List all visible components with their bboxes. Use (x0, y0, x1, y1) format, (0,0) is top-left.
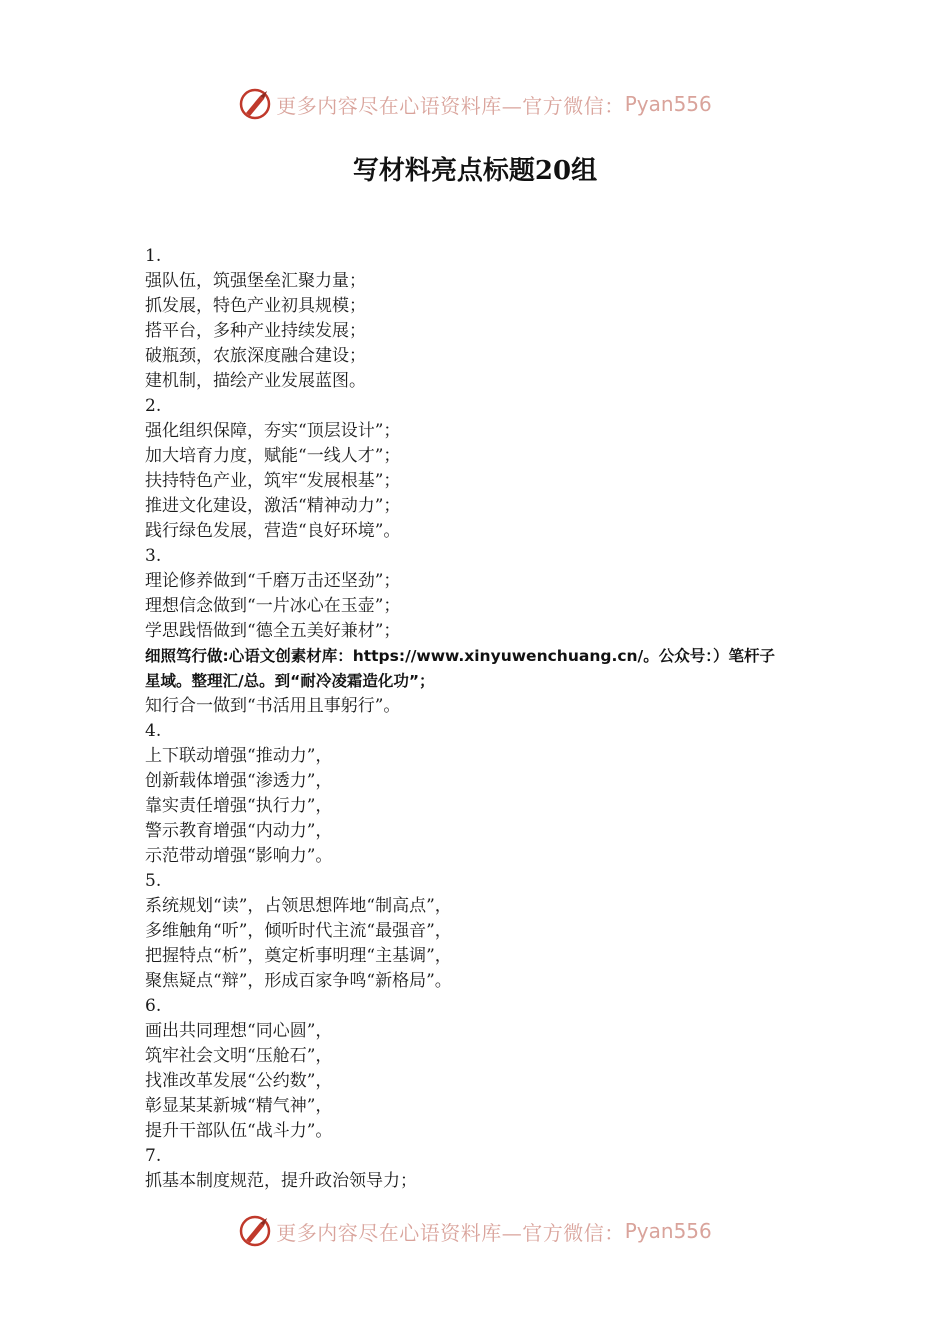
text-line: 扶持特色产业，筑牢“发展根基”； (145, 471, 401, 491)
document-body (145, 244, 825, 1194)
watermark-text: 更多内容尽在心语资料库—官方微信： (276, 1220, 625, 1245)
promo-line-1: 细照笃行做:心语文创素材库：https://www.xinyuwenchuang.cn/。公众号：）笔杆子 (145, 647, 775, 665)
text-line: 抓发展，特色产业初具规模； (145, 296, 366, 316)
text-line: 筑牢社会文明“压舱石”， (145, 1046, 333, 1066)
text-line: 知行合一做到“书活用且事躬行”。 (145, 696, 401, 716)
promo-line-2: 星域。整理汇/总。到“耐冷凌霜造化功”； (145, 672, 435, 690)
text-line: 多维触角“听”，倾听时代主流“最强音”， (145, 921, 452, 941)
text-line: 搭平台，多种产业持续发展； (145, 321, 366, 341)
text-line: 践行绿色发展，营造“良好环境”。 (145, 521, 401, 541)
text-line: 系统规划“读”，占领思想阵地“制高点”， (145, 896, 452, 916)
promo-text (145, 644, 825, 694)
header-watermark (0, 84, 950, 124)
watermark-handle: Pyan556 (624, 1219, 712, 1243)
watermark-text: 更多内容尽在心语资料库—官方微信： (276, 93, 625, 118)
text-line: 理想信念做到“一片冰心在玉壶”； (145, 596, 401, 616)
section-number: 4. (145, 721, 162, 741)
text-line: 强化组织保障，夯实“顶层设计”； (145, 421, 401, 441)
text-line: 警示教育增强“内动力”， (145, 821, 333, 841)
section-number: 6. (145, 996, 162, 1016)
text-line: 加大培育力度，赋能“一线人才”； (145, 446, 401, 466)
section-number: 3. (145, 546, 162, 566)
text-line: 理论修养做到“千磨万击还坚劲”； (145, 571, 401, 591)
section-number: 1. (145, 246, 162, 266)
pen-logo-icon (238, 1214, 272, 1248)
text-line: 破瓶颈，农旅深度融合建设； (145, 346, 366, 366)
text-line: 上下联动增强“推动力”， (145, 746, 333, 766)
text-line: 提升干部队伍“战斗力”。 (145, 1121, 333, 1141)
text-line: 把握特点“析”，奠定析事明理“主基调”， (145, 946, 452, 966)
footer-watermark (0, 1211, 950, 1251)
text-line: 找准改革发展“公约数”， (145, 1071, 333, 1091)
text-line: 彰显某某新城“精气神”， (145, 1096, 333, 1116)
document-title: 写材料亮点标题20组 (352, 156, 598, 186)
text-line: 画出共同理想“同心圆”， (145, 1021, 333, 1041)
text-line: 推进文化建设，激活“精神动力”； (145, 496, 401, 516)
text-line: 创新载体增强“渗透力”， (145, 771, 333, 791)
text-line: 学思践悟做到“德全五美好兼材”； (145, 621, 401, 641)
text-line: 抓基本制度规范，提升政治领导力； (145, 1171, 417, 1191)
section-number: 2. (145, 396, 162, 416)
text-line: 聚焦疑点“辩”，形成百家争鸣“新格局”。 (145, 971, 452, 991)
text-line: 靠实责任增强“执行力”， (145, 796, 333, 816)
text-line: 强队伍，筑强堡垒汇聚力量； (145, 271, 366, 291)
watermark-handle: Pyan556 (624, 92, 712, 116)
pen-logo-icon (238, 87, 272, 121)
section-number: 5. (145, 871, 162, 891)
body-lines-part-1 (145, 244, 825, 644)
text-line: 建机制，描绘产业发展蓝图。 (145, 371, 366, 391)
section-number: 7. (145, 1146, 162, 1166)
body-lines-part-2 (145, 694, 825, 1194)
text-line: 示范带动增强“影响力”。 (145, 846, 333, 866)
